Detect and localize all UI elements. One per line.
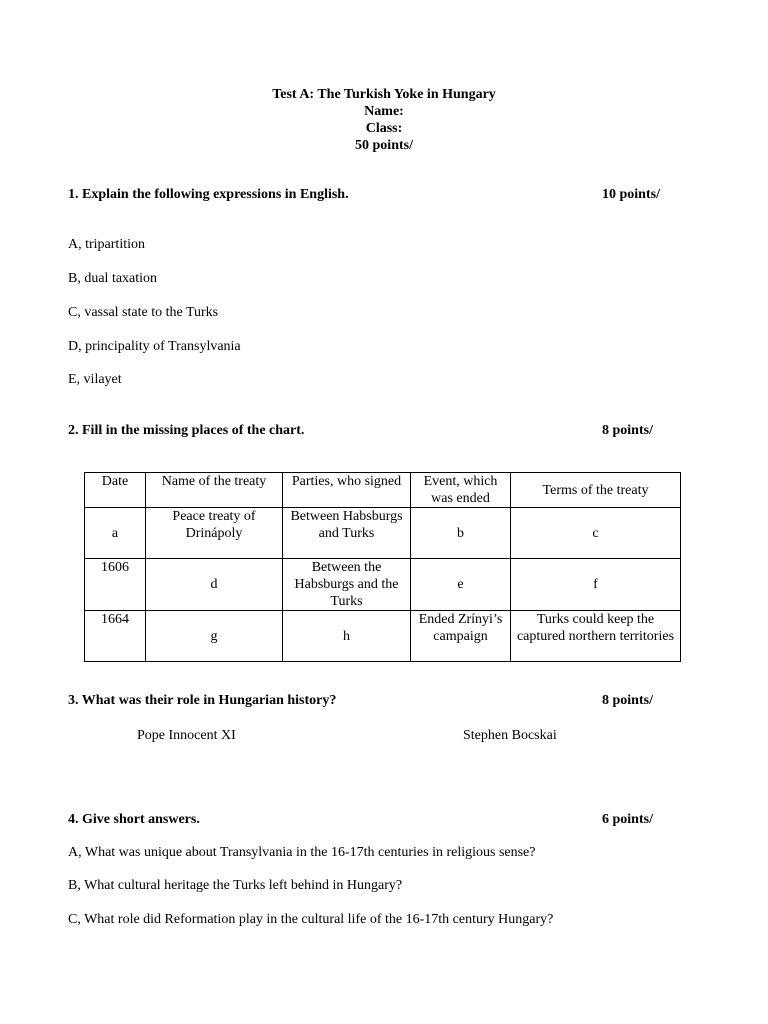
table-row xyxy=(85,611,681,662)
q4-item-b: B, What cultural heritage the Turks left behind in Hungary? xyxy=(68,878,403,893)
header-event: Event, which was ended xyxy=(411,473,511,508)
header-parties: Parties, who signed xyxy=(283,473,411,508)
person-stephen-bocskai: Stephen Bocskai xyxy=(463,728,557,743)
cell-parties: Between Habsburgs and Turks xyxy=(283,508,411,559)
header-treaty-name: Name of the treaty xyxy=(146,473,283,508)
q4-item-a: A, What was unique about Transylvania in the 16-17th centuries in religious sense? xyxy=(68,845,536,860)
question-2-title: 2. Fill in the missing places of the chart. xyxy=(68,423,305,438)
question-3-title: 3. What was their role in Hungarian history? xyxy=(68,693,337,708)
cell-treaty-name: Peace treaty of Drinápoly xyxy=(146,508,283,559)
cell-date: a xyxy=(85,508,146,559)
cell-terms: f xyxy=(511,559,681,611)
cell-date: 1606 xyxy=(85,559,146,611)
treaty-chart xyxy=(84,472,681,662)
cell-terms: c xyxy=(511,508,681,559)
question-1-title: 1. Explain the following expressions in English. xyxy=(68,187,349,202)
table-row xyxy=(85,508,681,559)
cell-event: e xyxy=(411,559,511,611)
test-title: Test A: The Turkish Yoke in Hungary xyxy=(272,87,496,102)
q1-item-c: C, vassal state to the Turks xyxy=(68,305,219,320)
chart-header-row xyxy=(85,473,681,508)
question-4-points: 6 points/ xyxy=(602,812,653,827)
q4-item-c: C, What role did Reformation play in the cultural life of the 16-17th century Hungary? xyxy=(68,912,554,927)
total-points: 50 points/ xyxy=(355,138,413,153)
cell-parties: h xyxy=(283,611,411,662)
table-row xyxy=(85,559,681,611)
cell-date: 1664 xyxy=(85,611,146,662)
question-4-title: 4. Give short answers. xyxy=(68,812,200,827)
q1-item-b: B, dual taxation xyxy=(68,271,158,286)
question-3-points: 8 points/ xyxy=(602,693,653,708)
header-terms: Terms of the treaty xyxy=(511,473,681,508)
question-1-points: 10 points/ xyxy=(602,187,660,202)
cell-treaty-name: g xyxy=(146,611,283,662)
cell-event: Ended Zrínyi’s campaign xyxy=(411,611,511,662)
header-date: Date xyxy=(85,473,146,508)
person-pope-innocent: Pope Innocent XI xyxy=(137,728,236,743)
cell-event: b xyxy=(411,508,511,559)
class-label: Class: xyxy=(365,121,403,136)
q1-item-d: D, principality of Transylvania xyxy=(68,339,241,354)
question-2-points: 8 points/ xyxy=(602,423,653,438)
cell-treaty-name: d xyxy=(146,559,283,611)
q1-item-e: E, vilayet xyxy=(68,372,122,387)
q1-item-a: A, tripartition xyxy=(68,237,145,252)
cell-parties: Between the Habsburgs and the Turks xyxy=(283,559,411,611)
name-label: Name: xyxy=(364,104,404,119)
cell-terms: Turks could keep the captured northern territories xyxy=(511,611,681,662)
